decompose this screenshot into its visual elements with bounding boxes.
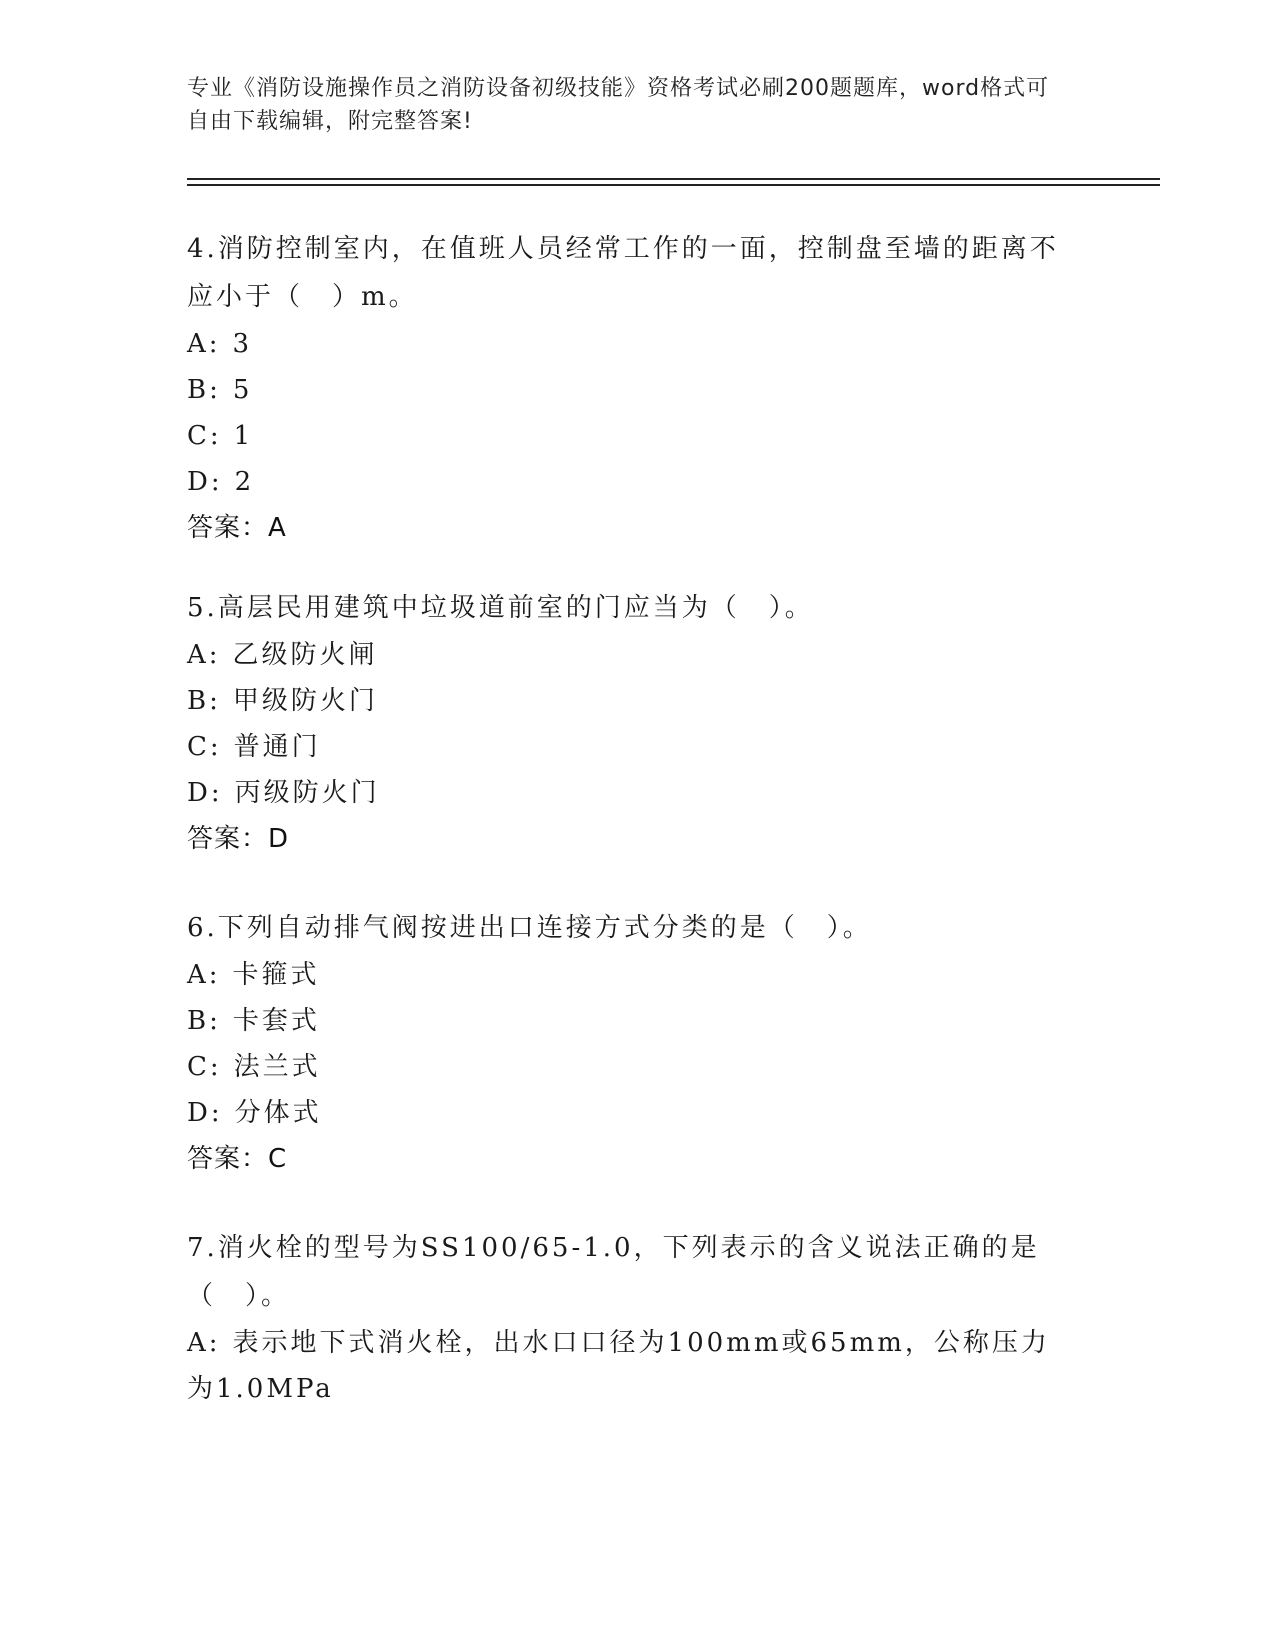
option-text: 卡箍式: [232, 960, 320, 990]
option-text: 分体式: [234, 1098, 322, 1128]
option-a: [187, 952, 1067, 998]
option-key: B:: [187, 375, 221, 405]
option-text: 3: [232, 329, 253, 359]
option-key: D:: [187, 467, 223, 497]
document-header: 专业《消防设施操作员之消防设备初级技能》资格考试必刷200题题库，word格式可自由下载编辑，附完整答案!: [187, 76, 1050, 134]
option-a: [187, 632, 1067, 678]
option-key: A:: [187, 329, 221, 359]
question-6: [187, 904, 1067, 1182]
header-rule-top: [187, 178, 1160, 180]
option-key: C:: [187, 732, 222, 762]
question-stem: 4.消防控制室内，在值班人员经常工作的一面，控制盘至墙的距离不应小于（ ）m。: [187, 234, 1059, 312]
header-rule-bottom: [187, 184, 1160, 186]
question-stem: 5.高层民用建筑中垃圾道前室的门应当为（ ）。: [187, 593, 814, 623]
option-c: [187, 724, 1067, 770]
question-stem: 7.消火栓的型号为SS100/65-1.0，下列表示的含义说法正确的是（ ）。: [187, 1233, 1040, 1311]
question-4: [187, 225, 1067, 551]
option-text: 表示地下式消火栓，出水口口径为100mm或65mm，公称压力为1.0MPa: [187, 1328, 1050, 1404]
option-key: A:: [187, 960, 221, 990]
option-text: 法兰式: [233, 1052, 321, 1082]
option-a: [187, 321, 1067, 367]
option-key: C:: [187, 421, 222, 451]
option-key: A:: [187, 1328, 221, 1358]
option-key: D:: [187, 1098, 223, 1128]
option-d: [187, 459, 1067, 505]
option-text: 1: [233, 421, 254, 451]
option-c: [187, 1044, 1067, 1090]
option-text: 甲级防火门: [232, 686, 378, 716]
option-a: [187, 1320, 1067, 1412]
option-b: [187, 367, 1067, 413]
option-key: B:: [187, 1006, 221, 1036]
option-b: [187, 998, 1067, 1044]
option-d: [187, 770, 1067, 816]
option-key: D:: [187, 778, 223, 808]
answer-line: 答案：C: [187, 1144, 288, 1174]
option-d: [187, 1090, 1067, 1136]
option-c: [187, 413, 1067, 459]
option-key: C:: [187, 1052, 222, 1082]
option-text: 丙级防火门: [234, 778, 380, 808]
question-stem: 6.下列自动排气阀按进出口连接方式分类的是（ ）。: [187, 913, 872, 943]
option-text: 普通门: [233, 732, 321, 762]
answer-line: 答案：D: [187, 824, 290, 854]
option-text: 卡套式: [232, 1006, 320, 1036]
question-5: [187, 584, 1067, 862]
option-text: 2: [234, 467, 255, 497]
answer-line: 答案：A: [187, 513, 287, 543]
option-b: [187, 678, 1067, 724]
option-key: A:: [187, 640, 221, 670]
option-key: B:: [187, 686, 221, 716]
option-text: 5: [232, 375, 253, 405]
option-text: 乙级防火闸: [232, 640, 378, 670]
question-7: [187, 1224, 1067, 1412]
